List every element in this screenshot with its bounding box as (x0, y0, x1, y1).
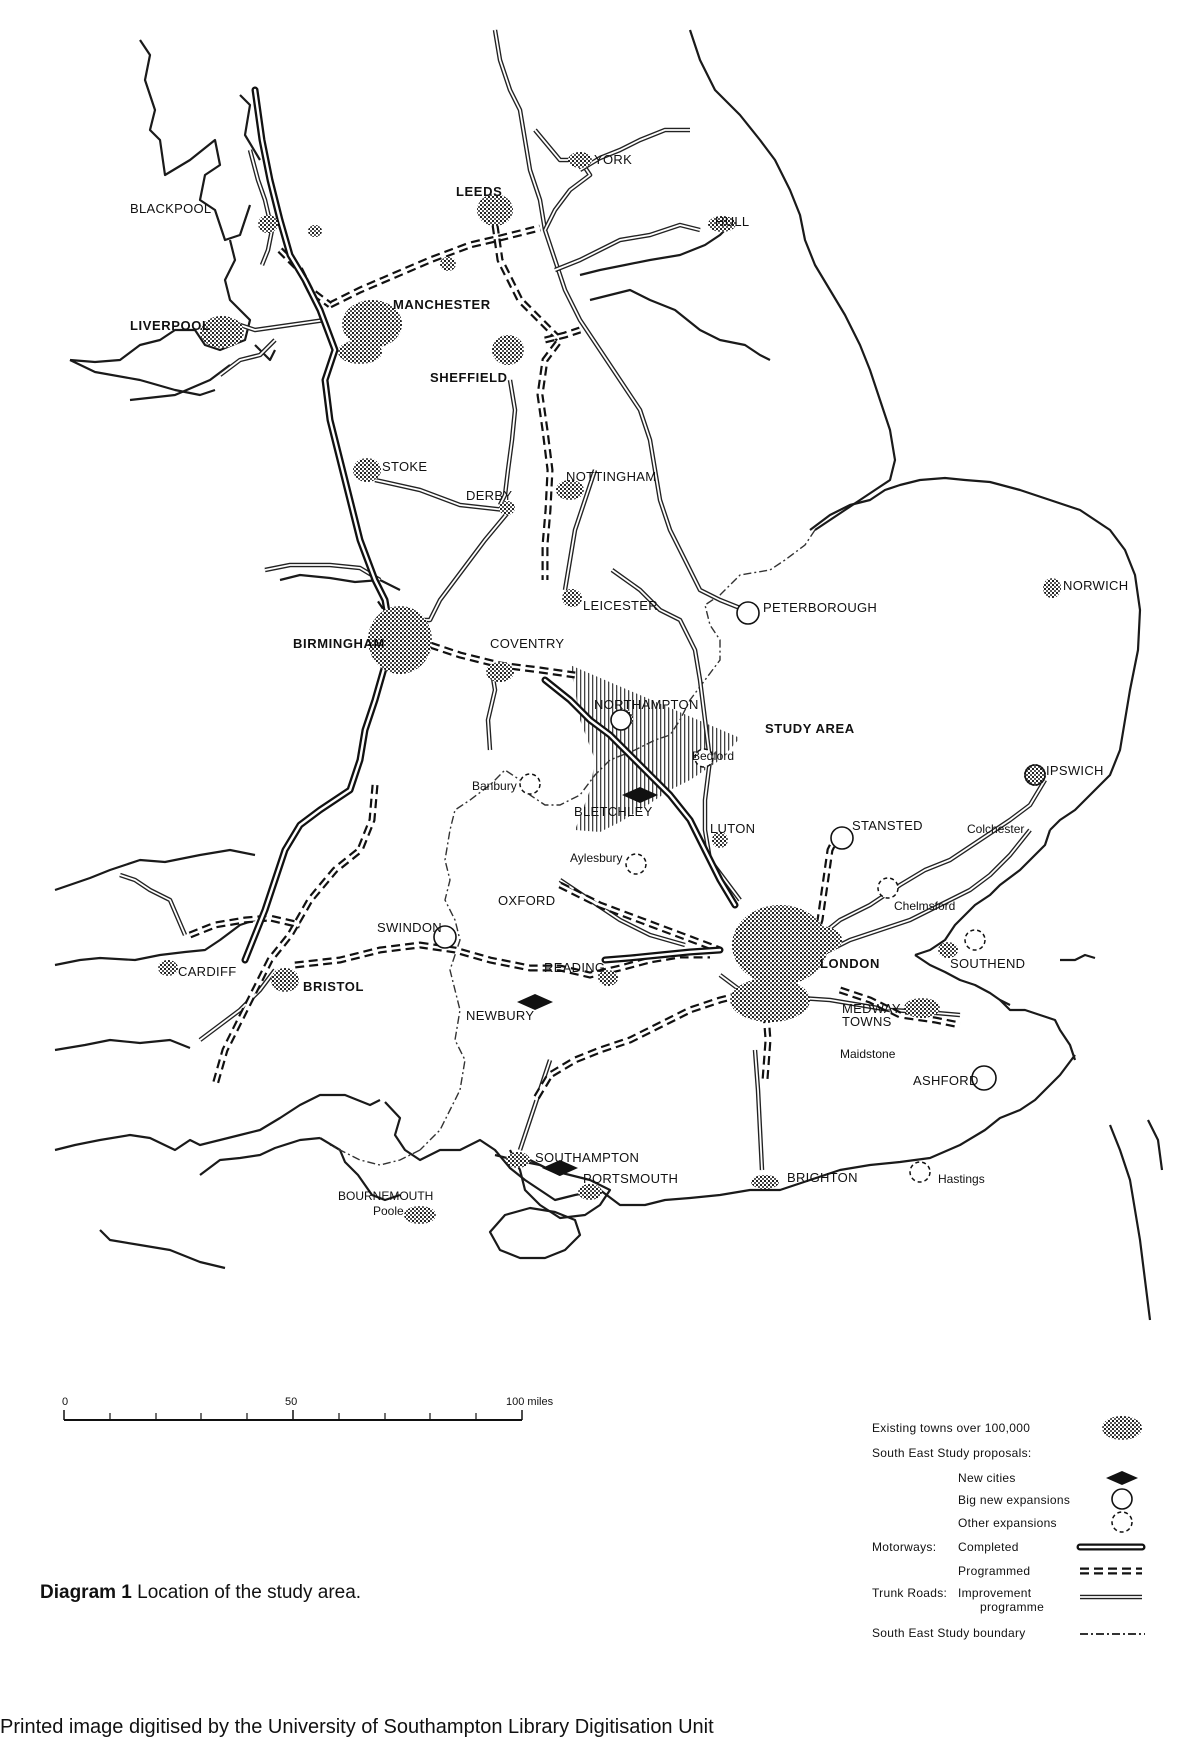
new-cities (517, 787, 658, 1176)
legend-big-expansions: Big new expansions (958, 1493, 1071, 1507)
legend-new-cities: New cities (958, 1471, 1016, 1485)
label-oxford: OXFORD (498, 893, 556, 908)
label-stoke: STOKE (382, 459, 428, 474)
label-southampton: SOUTHAMPTON (535, 1150, 640, 1165)
legend-trunk-roads: Trunk Roads: (872, 1586, 948, 1600)
legend-proposals: South East Study proposals: (872, 1446, 1032, 1460)
label-blackpool: BLACKPOOL (130, 201, 212, 216)
label-london: LONDON (820, 956, 880, 971)
label-towns: TOWNS (842, 1014, 892, 1029)
label-luton: LUTON (710, 821, 756, 836)
label-newbury: NEWBURY (466, 1008, 535, 1023)
label-peterborough: PETERBOROUGH (763, 600, 878, 615)
label-manchester: MANCHESTER (393, 297, 491, 312)
label-derby: DERBY (466, 488, 513, 503)
label-york: YORK (594, 152, 633, 167)
label-ipswich: IPSWICH (1046, 763, 1104, 778)
legend-existing-towns: Existing towns over 100,000 (872, 1421, 1031, 1435)
label-bournemouth: BOURNEMOUTH (338, 1189, 434, 1203)
label-leeds: LEEDS (456, 184, 503, 199)
label-liverpool: LIVERPOOL (130, 318, 211, 333)
label-study-area: STUDY AREA (765, 721, 855, 736)
label-norwich: NORWICH (1063, 578, 1129, 593)
label-chelmsford: Chelmsford (894, 899, 956, 913)
label-stansted: STANSTED (852, 818, 923, 833)
label-southend: SOUTHEND (950, 956, 1026, 971)
label-nottingham: NOTTINGHAM (566, 469, 657, 484)
legend-programmed: Programmed (958, 1564, 1031, 1578)
isle-of-wight (490, 1208, 580, 1258)
town-labels (130, 152, 1128, 1218)
label-hull: HULL (715, 214, 750, 229)
caption-number: Diagram 1 (40, 1582, 132, 1603)
scale-fifty: 50 (285, 1396, 298, 1408)
label-sheffield: SHEFFIELD (430, 370, 508, 385)
label-birmingham: BIRMINGHAM (293, 636, 385, 651)
legend-completed: Completed (958, 1540, 1019, 1554)
legend-other-expansions: Other expansions (958, 1516, 1057, 1530)
label-brighton: BRIGHTON (787, 1170, 858, 1185)
label-medway: MEDWAY (842, 1001, 901, 1016)
label-banbury: Banbury (472, 779, 517, 793)
label-portsmouth: PORTSMOUTH (583, 1171, 679, 1186)
legend-motorways: Motorways: (872, 1540, 937, 1554)
label-maidstone: Maidstone (840, 1047, 896, 1061)
label-reading: READING (544, 960, 606, 975)
scale-bar (62, 1396, 554, 1420)
label-coventry: COVENTRY (490, 636, 565, 651)
label-bristol: BRISTOL (303, 979, 365, 994)
legend-improvement: Improvement (958, 1586, 1032, 1600)
caption-text: Location of the study area. (137, 1582, 362, 1603)
label-bletchley: BLETCHLEY (574, 804, 653, 819)
label-leicester: LEICESTER (583, 598, 658, 613)
digitisation-footer: Printed image digitised by the University of Southampton Library Digitisation Unit (0, 1716, 714, 1738)
scale-hundred: 100 miles (506, 1396, 554, 1408)
label-hastings: Hastings (938, 1172, 985, 1186)
coastline (55, 30, 1162, 1320)
legend-programme: programme (980, 1600, 1045, 1614)
legend-boundary: South East Study boundary (872, 1626, 1026, 1640)
label-colchester: Colchester (967, 822, 1025, 836)
legend (872, 1416, 1145, 1640)
label-poole: Poole (373, 1204, 404, 1218)
label-aylesbury: Aylesbury (570, 851, 623, 865)
label-ashford: ASHFORD (913, 1073, 979, 1088)
label-northampton: NORTHAMPTON (594, 697, 699, 712)
scale-zero: 0 (62, 1396, 69, 1408)
figure-caption (40, 1582, 361, 1604)
label-bedford: Bedford (692, 749, 735, 763)
label-cardiff: CARDIFF (178, 964, 237, 979)
label-swindon: SWINDON (377, 920, 442, 935)
